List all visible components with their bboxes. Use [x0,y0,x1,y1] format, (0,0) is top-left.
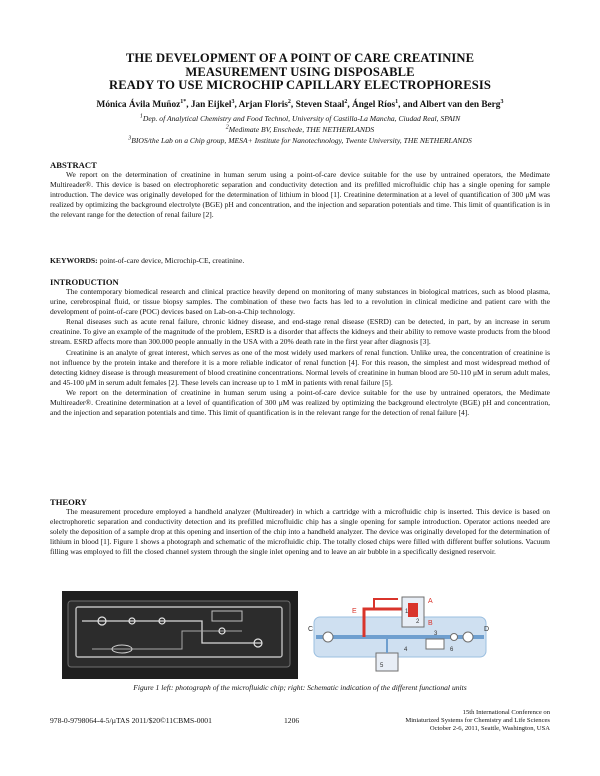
intro-paragraph-3: Creatinine is an analyte of great interest, which serves as one of the most widely used markers of renal function. Unlike urea, the concentration of creatinine is not influence by the protein intake and therefore it is a more reliable indicator of renal function [4]. For this reason, the simplest and most widespread method of detecting kidney disease is through measurement of blood creatinine concentrations. Normal levels of creatinine in human blood are 50-110 μM in serum adult males, and 45-100 μM in serum adult females [2]. These levels can increase up to 1 mM in patients with renal failure [5]. [50,347,550,387]
author-sup: 2 [287,98,291,105]
author-sup: 1* [180,98,187,105]
theory-paragraph: The measurement procedure employed a handheld analyzer (Multireader) in which a cartridge with a microfluidic chip is inserted. This device is based on electrophoretic separation and conductivity detection and its prefilled microfluidic chip has a single opening for sample introduction. Operator actions needed are solely the deposition of a sample drop at this opening and insertion of the chip into a handheld analyzer. The device was originally developed for the determination of lithium in blood [1]. Figure 1 shows a photograph and schematic of the microfluidic chip. The totally closed chips were filled with different buffer solutions. Vacuum filling was employed to fill the closed channel system through the single inlet opening and to leave an air bubble in a specifically designed reservoir. [50,507,550,557]
title-line-2: MEASUREMENT USING DISPOSABLE [185,64,415,79]
label-1: 1 [405,609,409,615]
author: Albert van den Berg [419,100,501,110]
label-6: 6 [450,647,454,653]
label-b: B [428,620,433,627]
keywords-label: KEYWORDS: [50,256,98,265]
keywords-text: point-of-care device, Microchip-CE, creatinine. [99,256,245,265]
paper-title [40,52,560,93]
label-d: D [484,626,490,633]
introduction-heading: INTRODUCTION [50,277,119,287]
author: Steven Staal [295,100,345,110]
abstract-text: We report on the determination of creatinine in human serum using a point-of-care device suitable for the use by untrained operators, the Medimate Multireader®. This device is based on electrophoretic separation and conductivity detection and its prefilled microfluidic chip has a single opening for sample introduction. The device was originally developed for the determination of lithium in blood [1]. Creatinine determination at a level of quantification of 300 μM was realized by optimizing the background electrolyte (BGE) pH and concentration, and the injection and separation potentials and time. This limit of quantification is in the relevant range for the detection of renal failure [2]. [50,170,550,220]
label-4: 4 [404,647,408,653]
label-3: 3 [434,631,438,637]
intro-paragraph-1: The contemporary biomedical research and clinical practice heavily depend on monitoring of many substances in biological matrices, such as blood plasma, urine, cerebrospinal fluid, or tissue biopsy samples. The combination of these two facts has led to a revolution in clinical medicine and patient care with the development of point-of-care (POC) devices based on Lab-on-a-Chip technology. [50,287,550,317]
author-sup: 2 [344,98,348,105]
title-line-1: THE DEVELOPMENT OF A POINT OF CARE CREATININE [125,51,475,65]
theory-heading: THEORY [50,497,87,507]
introduction-section [50,277,550,418]
chip-schematic [304,591,494,679]
abstract-section [50,160,550,220]
author: Arjan Floris [238,100,288,110]
author-sup: 3 [500,98,504,105]
keywords [50,256,550,265]
author: Jan Eijkel [190,100,232,110]
footer-isbn: 978-0-9798064-4-5/µTAS 2011/$20©11CBMS-0001 [50,716,212,725]
intro-paragraph-2: Renal diseases such as acute renal failure, chronic kidney disease, and end-stage renal disease (ESRD) can be detected, in part, by an increase in serum creatinine. To give an example of the magnitude of the problem, ESRD is a disorder that affects the kidneys and their ability to remove waste products from the blood stream. ESRD affects more than 300.000 people annually in the USA with a 20% death rate in the first year after diagnosis [3]. [50,317,550,347]
author-sup: 1 [395,98,399,105]
theory-section [50,497,550,557]
label-a: A [428,598,433,605]
affiliation-3: $^3$BIOS/the Lab on a Chip group, MESA+ Institute for Nanotechnology, Twente University, THE NETHERLANDS [128,135,472,145]
label-5: 5 [380,663,384,669]
conference-info: 15th International Conference on Miniaturized Systems for Chemistry and Life Sciences October 2-6, 2011, Seattle, Washington, USA [405,709,550,732]
chip-photograph [62,591,298,679]
abstract-heading: ABSTRACT [50,160,97,170]
title-line-3: READY TO USE MICROCHIP CAPILLARY ELECTROPHORESIS [109,78,491,92]
label-e: E [352,608,357,615]
figure-caption: Figure 1 left: photograph of the microfluidic chip; right: Schematic indication of the different functional units [133,683,467,692]
page-number: 1206 [284,716,300,725]
intro-paragraph-4: We report on the determination of creatinine in human serum using a point-of-care device suitable for the use by untrained operators, the Medimate Multireader®. Creatinine determination at a level of quantification of 300 μM was realized by optimizing the background electrolyte (BGE) pH and concentration, and the injection and separation potentials and time. This limit of quantification is in the relevant range for the detection of renal failure [4]. [50,387,550,418]
affiliation-2: $^2$Medimate BV, Enschede, THE NETHERLANDS [225,124,375,134]
label-c: C [308,626,314,633]
author: Ángel Ríos [352,100,396,110]
author-list: Mónica Ávila Muñoz$^{1*}$, Jan Eijkel$^3$, Arjan Floris$^2$, Steven Staal$^2$, Ángel Ríos$^1$, and Albert van den Berg$^3$ [96,98,504,110]
label-2: 2 [416,619,420,625]
author-sup: 3 [231,98,235,105]
affiliation-1: $^1$Dep. of Analytical Chemistry and Food Technol, University of Castilla-La Mancha, Ciudad Real, SPAIN [139,113,461,123]
author: Mónica Ávila Muñoz [96,100,181,110]
